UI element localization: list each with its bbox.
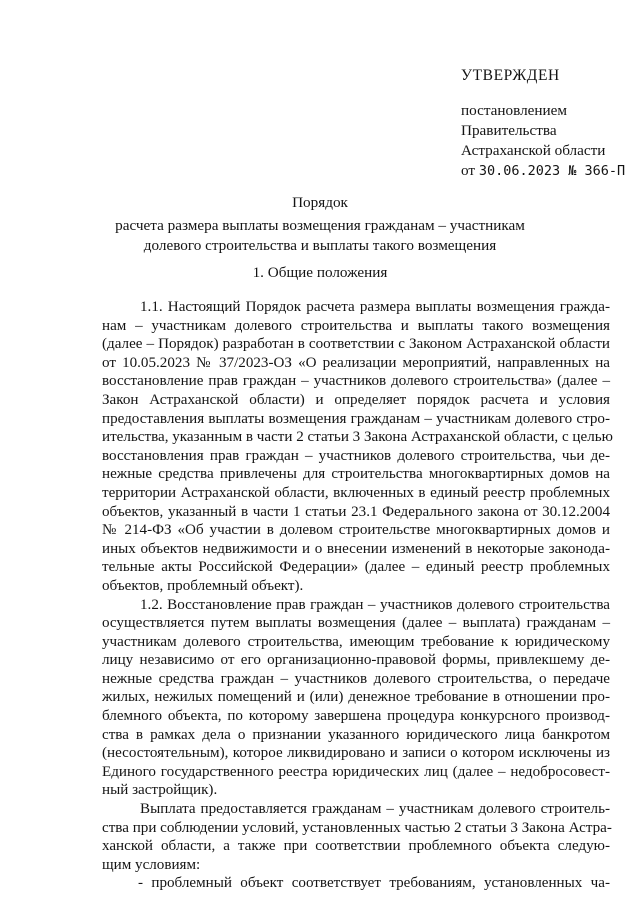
body-line: лицу независимо от его организационно-правовой формы, привлекшему де- [102,652,610,669]
document-title [0,193,640,256]
approval-line-2: Правительства [461,122,557,139]
body-line: Закон Астраханской области) и определяет порядок расчета и условия [102,391,610,408]
title-line-2: долевого строительства и выплаты такого возмещения [143,237,497,254]
body-line: тельные акты Российской Федерации» (далее – единый реестр проблемных [102,559,610,576]
body-line: ительства, указанным в части 2 статьи 3 Закона Астраханской области, с целью [102,429,613,446]
body-line: 1.2. Восстановление прав граждан – участников долевого строительства [140,596,610,613]
body-line: осуществляется путем выплаты возмещения (далее – выплата) гражданам – [102,615,610,632]
body-line: жилых, нежилых помещений и (или) денежное требование в отношении про- [102,689,610,706]
body-line: объектов, проблемный объект). [102,577,304,594]
body-line: 1.1. Настоящий Порядок расчета размера выплаты возмещения гражда- [140,299,610,315]
body-line: предоставления выплаты возмещения гражданам – участникам долевого стро- [102,410,610,427]
document-body [102,298,613,893]
body-line: ханской области, а также при соответствии проблемного объекта следую- [102,838,610,855]
body-line: нежные средства привлечены для строительства многоквартирных домов на [102,466,610,483]
body-line: участникам долевого строительства, имеющим требование к юридическому [102,633,610,650]
title-line-1: расчета размера выплаты возмещения гражданам – участникам [115,217,525,234]
approval-date-prefix: от [461,162,476,179]
approval-date-line [461,161,625,181]
title-main: Порядок [292,194,348,211]
body-line: блемного объекта, по которому завершена процедура конкурсного производ- [102,708,610,725]
body-line: Выплата предоставляется гражданам – участникам долевого строитель- [140,801,610,818]
body-line: (далее – Порядок) разработан в соответствии с Законом Астраханской области [102,336,610,353]
body-line: № 214-ФЗ «Об участии в долевом строительстве многоквартирных домов и [102,522,610,539]
section-heading: 1. Общие положения [252,264,388,281]
body-line: ства при соблюдении условий, установленных частью 2 статьи 3 Закона Астра- [102,819,612,836]
body-line: (несостоятельным), которое ликвидировано и записи о котором исключены из [102,745,610,762]
body-line: нежные средства граждан – участников долевого строительства, о передаче [102,670,610,687]
body-line: ства в рамках дела о признании указанного юридического лица банкротом [102,726,610,743]
approval-line-3: Астраханской области [461,142,606,159]
body-line: от 10.05.2023 № 37/2023-ОЗ «О реализации мероприятий, направленных на [102,354,610,371]
approval-date-handwritten: 30.06.2023 № 366-П [478,163,626,179]
approval-heading: УТВЕРЖДЕН [461,67,560,84]
approval-line-1: постановлением [461,102,568,119]
body-line: ный застройщик). [102,782,218,799]
body-line: восстановление прав граждан – участников долевого строительства» (далее – [102,373,610,390]
approval-block [461,66,625,181]
body-line: - проблемный объект соответствует требованиям, установленных ча- [138,875,610,892]
body-line: иных объектов недвижимости и о внесении изменений в некоторые законода- [102,540,610,557]
body-line: нам – участникам долевого строительства и выплаты такого возмещения [102,317,610,334]
body-line: восстановления прав граждан – участников долевого строительства, чьи де- [102,447,610,464]
body-line: щим условиям: [102,856,201,873]
body-line: территории Астраханской области, включенных в единый реестр проблемных [102,484,610,501]
body-line: Единого государственного реестра юридических лиц (далее – недобросовест- [102,763,610,780]
body-line: объектов, указанный в части 1 статьи 23.1 Федерального закона от 30.12.2004 [102,503,610,520]
